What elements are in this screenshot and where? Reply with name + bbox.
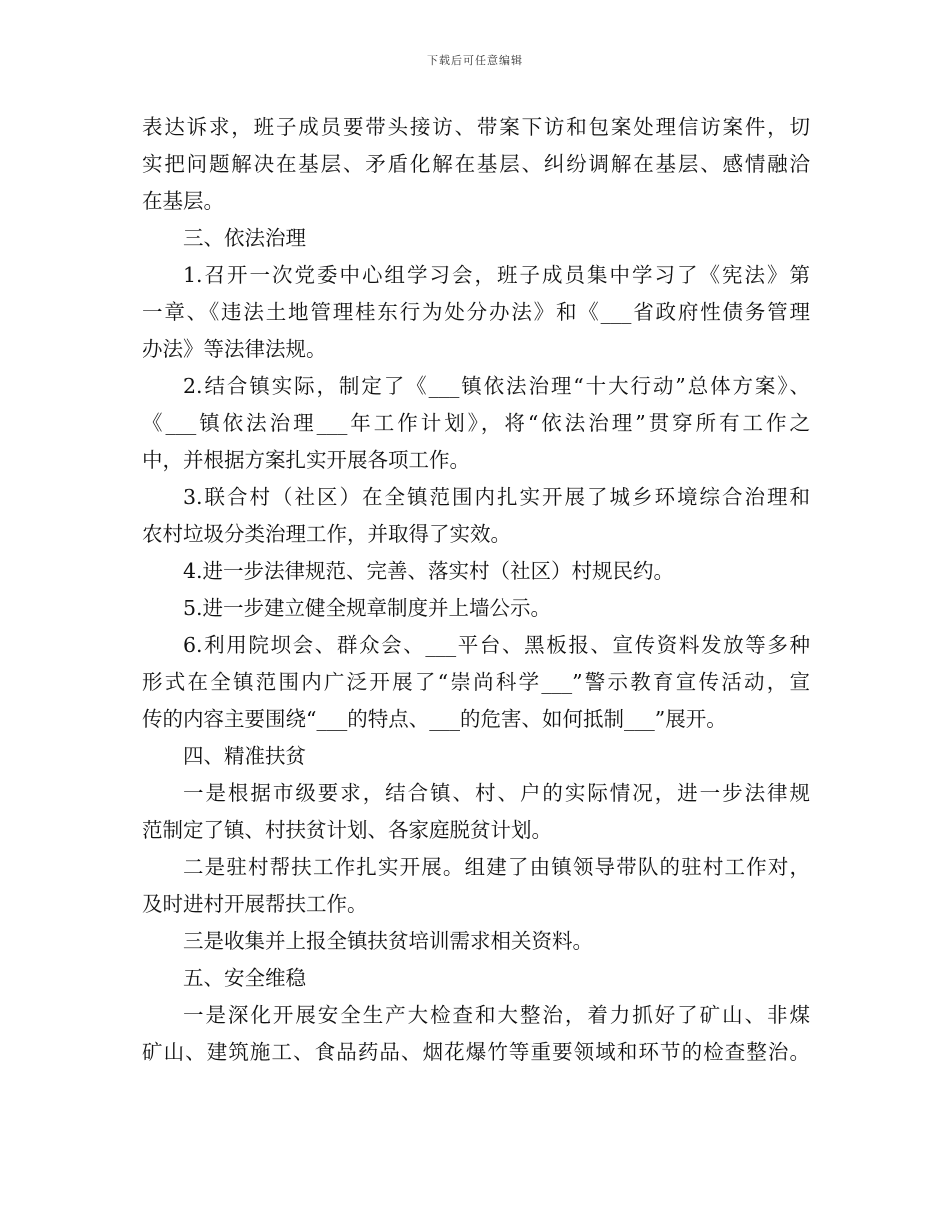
body-line: 4.进一步法律规范、完善、落实村（社区）村规民约。 xyxy=(183,559,675,583)
body-line: 形式在全镇范围内广泛开展了“崇尚科学___”警示教育宣传活动，宣 xyxy=(142,670,810,694)
body-line: 办法》等法律法规。 xyxy=(142,337,327,361)
body-line: 2.结合镇实际，制定了《___镇依法治理“十大行动”总体方案》、 xyxy=(183,374,810,398)
body-line: 农村垃圾分类治理工作，并取得了实效。 xyxy=(142,522,511,546)
body-line: 实把问题解决在基层、矛盾化解在基层、纠纷调解在基层、感情融洽 xyxy=(142,152,810,176)
body-line: 矿山、建筑施工、食品药品、烟花爆竹等重要领域和环节的检查整治。 xyxy=(142,1040,810,1064)
page-header: 下载后可任意编辑 xyxy=(427,54,523,67)
section-heading: 四、精准扶贫 xyxy=(183,744,306,768)
body-line: 1.召开一次党委中心组学习会，班子成员集中学习了《宪法》第 xyxy=(183,263,810,287)
document-body xyxy=(142,109,810,1071)
body-line: 范制定了镇、村扶贫计划、各家庭脱贫计划。 xyxy=(142,818,552,842)
body-line: 三是收集并上报全镇扶贫培训需求相关资料。 xyxy=(183,929,593,953)
body-line: 在基层。 xyxy=(142,189,224,213)
body-line: 一章、《违法土地管理桂东行为处分办法》和《___省政府性债务管理 xyxy=(142,300,810,324)
body-line: 传的内容主要围绕“___的特点、___的危害、如何抵制___”展开。 xyxy=(142,707,727,731)
body-line: 《___镇依法治理___年工作计划》，将“依法治理”贯穿所有工作之 xyxy=(142,411,810,435)
body-line: 一是深化开展安全生产大检查和大整治，着力抓好了矿山、非煤 xyxy=(183,1003,810,1027)
body-line: 6.利用院坝会、群众会、___平台、黑板报、宣传资料发放等多种 xyxy=(183,633,810,657)
body-line: 二是驻村帮扶工作扎实开展。组建了由镇领导带队的驻村工作对， xyxy=(183,855,810,879)
body-line: 表达诉求，班子成员要带头接访、带案下访和包案处理信访案件，切 xyxy=(142,115,810,139)
section-heading: 三、依法治理 xyxy=(183,226,306,250)
body-line: 及时进村开展帮扶工作。 xyxy=(142,892,368,916)
body-line: 5.进一步建立健全规章制度并上墙公示。 xyxy=(183,596,552,620)
section-heading: 五、安全维稳 xyxy=(183,966,306,990)
body-line: 3.联合村（社区）在全镇范围内扎实开展了城乡环境综合治理和 xyxy=(183,485,810,509)
body-line: 中，并根据方案扎实开展各项工作。 xyxy=(142,448,470,472)
body-line: 一是根据市级要求，结合镇、村、户的实际情况，进一步法律规 xyxy=(183,781,810,805)
